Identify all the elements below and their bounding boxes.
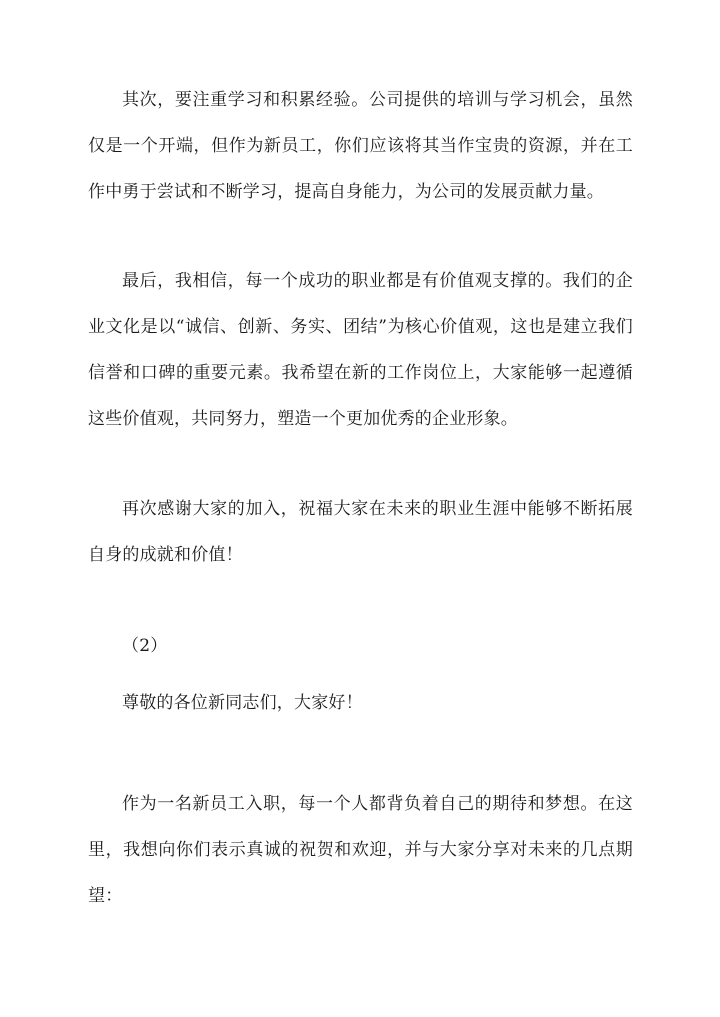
paragraph-thanks: 再次感谢大家的加入，祝福大家在未来的职业生涯中能够不断拓展自身的成就和价值！: [88, 499, 633, 565]
paragraph-learning-experience: 其次，要注重学习和积累经验。公司提供的培训与学习机会，虽然仅是一个开端，但作为新员工，你们应该将其当作宝贵的资源，并在工作中勇于尝试和不断学习，提高自身能力，为公司的发展贡献力量。: [88, 90, 633, 202]
section-number: （2）: [122, 636, 168, 656]
paragraph-new-employee-intro: 作为一名新员工入职，每一个人都背负着自己的期待和梦想。在这里，我想向你们表示真诚的祝贺和欢迎，并与大家分享对未来的几点期望：: [88, 794, 633, 906]
greeting-line: 尊敬的各位新同志们，大家好！: [122, 693, 363, 713]
paragraph-corporate-values: 最后，我相信，每一个成功的职业都是有价值观支撑的。我们的企业文化是以“诚信、创新、务实、团结”为核心价值观，这也是建立我们信誉和口碑的重要元素。我希望在新的工作岗位上，大家能够一起遵循这些价值观，共同努力，塑造一个更加优秀的企业形象。: [88, 271, 633, 429]
